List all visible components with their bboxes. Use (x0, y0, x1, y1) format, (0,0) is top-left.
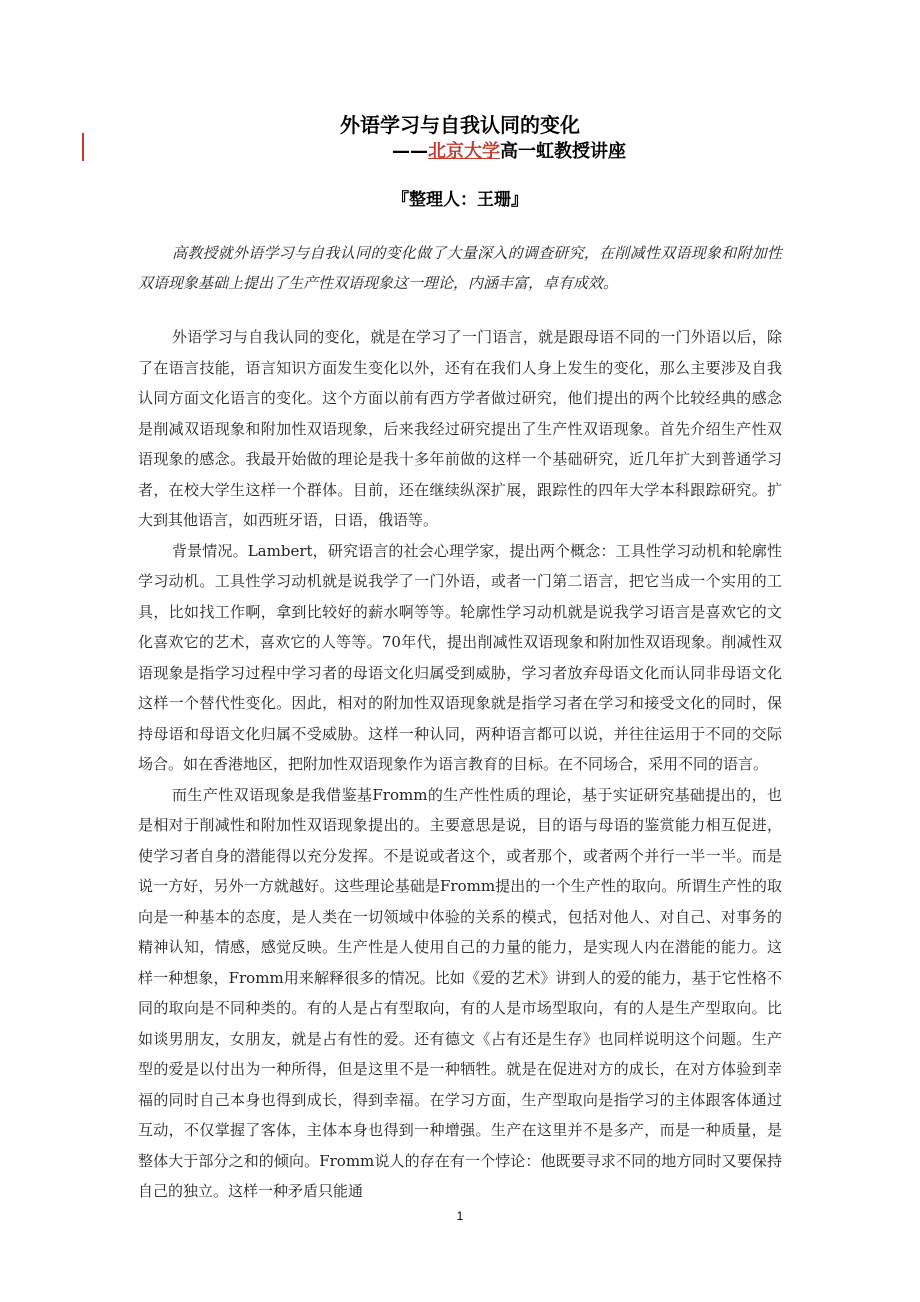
page-number: 1 (456, 1209, 464, 1223)
body-paragraph-1: 外语学习与自我认同的变化，就是在学习了一门语言，就是跟母语不同的一门外语以后，除了在语言技能，语言知识方面发生变化以外，还有在我们人身上发生的变化，那么主要涉及自我认同方面文化语言的变化。这个方面以前有西方学者做过研究，他们提出的两个比较经典的感念是削减双语现象和附加性双语现象，后来我经过研究提出了生产性双语现象。首先介绍生产性双语现象的感念。我最开始做的理论是我十多年前做的这样一个基础研究，近几年扩大到普通学习者，在校大学生这样一个群体。目前，还在继续纵深扩展，跟踪性的四年大学本科跟踪研究。扩大到其他语言，如西班牙语，日语，俄语等。 (138, 328, 782, 529)
body-text (138, 322, 782, 1207)
subtitle-dash: —— (392, 141, 428, 162)
compiler-line: 『整理人：王珊』 (392, 190, 528, 210)
abstract-paragraph: 高教授就外语学习与自我认同的变化做了大量深入的调查研究，在削减性双语现象和附加性双语现象基础上提出了生产性双语现象这一理论，内涵丰富，卓有成效。 (138, 244, 782, 292)
university-link[interactable]: 北京大学 (428, 141, 500, 162)
document-subtitle (392, 138, 626, 166)
body-paragraph-2: 背景情况。Lambert，研究语言的社会心理学家，提出两个概念：工具性学习动机和轮廓性学习动机。工具性学习动机就是说我学了一门外语，或者一门第二语言，把它当成一个实用的工具，比如找工作啊，拿到比较好的薪水啊等等。轮廓性学习动机就是说我学习语言是喜欢它的文化喜欢它的艺术，喜欢它的人等等。70年代，提出削减性双语现象和附加性双语现象。削减性双语现象是指学习过程中学习者的母语文化归属受到威胁，学习者放弃母语文化而认同非母语文化这样一个替代性变化。因此，相对的附加性双语现象就是指学习者在学习和接受文化的同时，保持母语和母语文化归属不受威胁。这样一种认同，两种语言都可以说，并往往运用于不同的交际场合。如在香港地区，把附加性双语现象作为语言教育的目标。在不同场合，采用不同的语言。 (138, 541, 782, 773)
subtitle-rest: 高一虹教授讲座 (500, 141, 626, 162)
body-paragraph-3: 而生产性双语现象是我借鉴基Fromm的生产性性质的理论，基于实证研究基础提出的，也是相对于削减性和附加性双语现象提出的。主要意思是说，目的语与母语的鉴赏能力相互促进，使学习者自身的潜能得以充分发挥。不是说或者这个，或者那个，或者两个并行一半一半。而是说一方好，另外一方就越好。这些理论基础是Fromm提出的一个生产性的取向。所谓生产性的取向是一种基本的态度，是人类在一切领域中体验的关系的模式，包括对他人、对自己、对事务的精神认知，情感，感觉反映。生产性是人使用自己的力量的能力，是实现人内在潜能的能力。这样一种想象，Fromm用来解释很多的情况。比如《爱的艺术》讲到人的爱的能力，基于它性格不同的取向是不同种类的。有的人是占有型取向，有的人是市场型取向，有的人是生产型取向。比如谈男朋友，女朋友，就是占有性的爱。还有德文《占有还是生存》也同样说明这个问题。生产型的爱是以付出为一种所得，但是这里不是一种牺牲。就是在促进对方的成长，在对方体验到幸福的同时自己本身也得到成长，得到幸福。在学习方面，生产型取向是指学习的主体跟客体通过互动，不仅掌握了客体，主体本身也得到一种增强。生产在这里并不是多产，而是一种质量，是整体大于部分之和的倾向。Fromm说人的存在有一个悖论：他既要寻求不同的地方同时又要保持自己的独立。这样一种矛盾只能通 (138, 785, 782, 1200)
document-title: 外语学习与自我认同的变化 (340, 113, 580, 137)
